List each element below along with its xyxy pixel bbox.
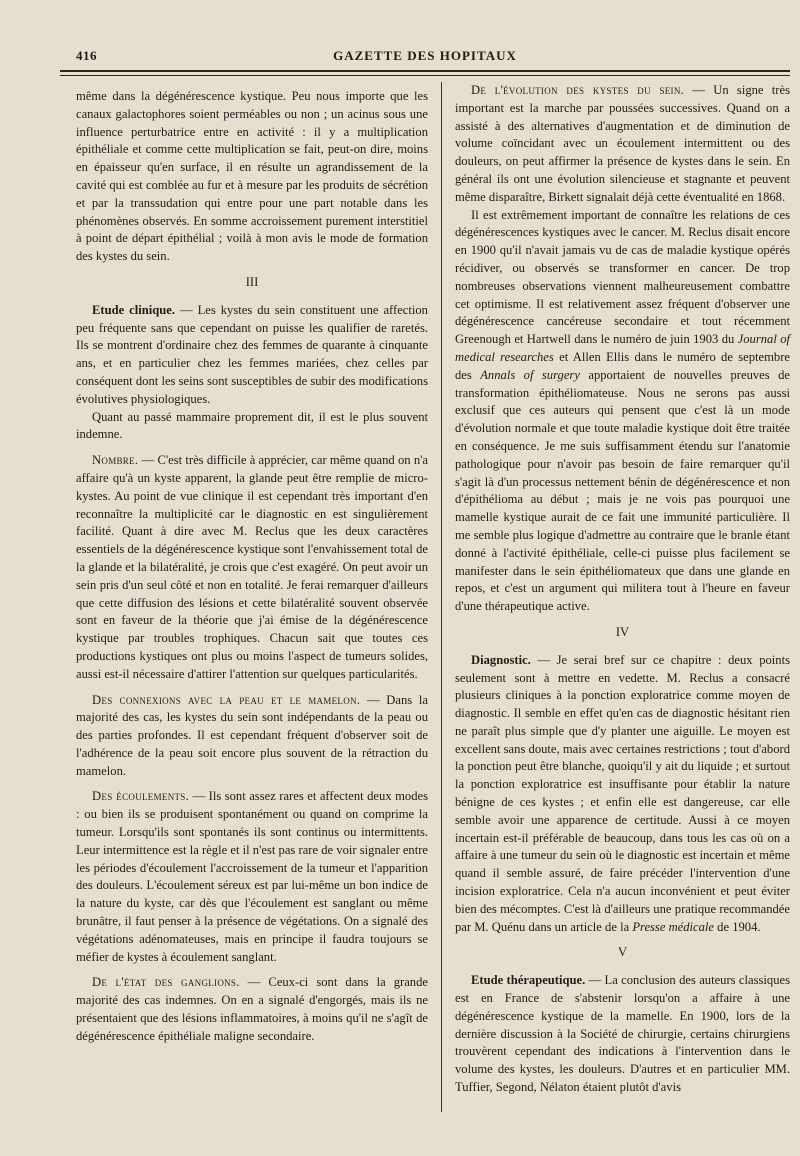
journal-citation: Journal of medical researches <box>455 332 790 364</box>
paragraph-text: et Allen Ellis dans le numéro de septembre des <box>455 349 790 382</box>
page-number: 416 <box>76 48 97 63</box>
header-rule-thin <box>60 75 790 76</box>
paragraph-text: — Ceux-ci sont dans la grande majorité des cas indemnes. On en a signalé d'engorgés, mais ils ne présentaient que des lésions inflammatoires, à moins qu'il ne s'agît de dégénérescence épithéliale maligne secondaire. <box>76 975 428 1043</box>
column-divider <box>441 82 442 1112</box>
right-column <box>455 82 790 1097</box>
subheading: De l'état des ganglions. <box>92 975 240 990</box>
paragraph <box>76 692 428 781</box>
paragraph-text: apportaient de nouvelles preuves de transformation épithéliomateuse. Nous ne serons pas aussi exclusif que ces auteurs qui pensent que c'est là un mode d'évolution normale et que toute maladie kystique doit être traitée en conséquence. Je me suis suffisamment étendu sur l'anatomie pathologique pour n'avoir pas besoin de faire remarquer qu'il s'agit là d'un processus nettement bénin de dégénérescence et non d'épithélioma au début ; mais je ne vois pas pourquoi une mamelle kystique aurait de ce fait une immunité particulière. Il me semble plus logique d'admettre au contraire que le branle étant donné à l'activité épithéliale, celle-ci puisse plus facilement se manifester dans le sein épithéliomateux que dans une glande en repos, et c'est un argument qui militera tout à l'heure en faveur d'une thérapeutique active. <box>455 367 790 614</box>
subheading: Des écoulements. <box>92 789 190 804</box>
paragraph-text: — Je serai bref sur ce chapitre : deux points seulement sont à mettre en vedette. M. Reclus a consacré plusieurs cliniques à la ponction exploratrice comme moyen de diagnostic. Il semble en effet qu'en cas de diagnostic hésitant rien ne paraît plus simple que d'y planter une aiguille. Le moyen est excellent sans doute, mais avec certaines restrictions ; tout d'abord la ponction peut être blanche, quoiqu'il y ait du liquide ; et surtout la ponction exploratrice est insuffisante pour établir la nature bénigne de ces kystes ; et enfin elle est dangereuse, car elle semble avoir une apparence de certitude. Aussi à ce moyen incertain est-il préférable de beaucoup, dans tous les cas où on a affaire à une tumeur du sein où le diagnostic est incertain et même quand il semble assuré, de faire précéder l'intervention d'une incision exploratrice. Cela n'a aucun inconvénient et peut éviter bien des mécomptes. C'est là d'ailleurs une pratique recommandée par M. Quénu dans un article de la <box>455 652 790 934</box>
journal-citation: Presse médicale <box>632 919 715 934</box>
paragraph-text: — C'est très difficile à apprécier, car même quand on n'a affaire qu'à un kyste apparent, la glande peut être remplie de micro-kystes. Au point de vue clinique il est cependant très important d'en reconnaître la multiplicité car le diagnostic en est singulièrement facilité. Quant à dire avec M. Reclus que les deux caractères essentiels de la dégénérescence kystique sont l'envahissement total de la glande et la bilatéralité, je crois que c'est exagéré. On peut avoir un sein pris d'un seul côté et non en totalité. Je ferai remarquer d'ailleurs que cette diffusion des lésions et cette bilatéralité souvent observée sont en faveur de la théorie que j'ai émise de la dégénérescence kystique par troubles trophiques. Chacun sait que toutes ces productions kystiques ont plus ou moins l'aspect de tumeurs solides, aussi est-il nécessaire d'attirer l'attention sur quelques particularités. <box>76 453 428 681</box>
paragraph-text: — Un signe très important est la marche par poussées successives. Quand on a assisté à des alternatives d'augmentation et de diminution de volume coïncidant avec un écoulement intermittent ou des douleurs, on peut affirmer la présence de kystes dans le sein. En général ils ont une évolution silencieuse et stagnante et peuvent même disparaître, Birkett signalait déjà cette éventualité en 1868. <box>455 83 790 204</box>
paragraph-text: — Dans la majorité des cas, les kystes du sein sont indépendants de la peau ou des parties profondes. Il est cependant fréquent d'observer soit de l'adhérence de la peau soit encore plus souvent de la rétraction du mamelon. <box>76 692 428 778</box>
paragraph: même dans la dégénérescence kystique. Peu nous importe que les canaux galactophores soient perméables ou non ; un acinus sous une influence perturbatrice entre en activité : il y a multiplication épithéliale et comme cette multiplication se fait, peut-on dire, moins en épaisseur qu'en surface, il en résulte un agrandissement de la cavité qui est comblée au fur et à mesure par les produits de sécrétion et par la transsudation qui entre pour une part notable dans les phénomènes observés. En somme accroissement purement interstitiel à point de départ épithélial ; voilà à mon avis le mode de formation des kystes du sein. <box>76 89 428 264</box>
left-column <box>76 88 428 1046</box>
paragraph: Quant au passé mammaire proprement dit, il est le plus souvent indemne. <box>76 409 428 442</box>
paragraph-text: Il est extrêmement important de connaître les relations de ces dégénérescences kystiques avec le cancer. M. Reclus disait encore en 1900 qu'il n'avait jamais vu de cas de maladie kystique opérés récidiver, ou observés se transformer en cancer. De trop nombreuses observations viennent malheureusement combattre cet optimisme. Il est relativement assez fréquent d'observer une dégénérescence cancéreuse secondaire et tout récemment Greenough et Hartwell dans le numéro de juin 1903 du <box>455 207 790 347</box>
section-heading-V: V <box>617 945 628 960</box>
subheading: Etude thérapeutique. <box>471 973 586 988</box>
paragraph-text: — La conclusion des auteurs classiques est en France de s'abstenir lorsqu'on a affaire à une dégénérescence kystique de la mamelle. En 1900, lors de la dernière discussion à la Société de chirurgie, certains chirurgiens trouvèrent cependant des indications à l'intervention dans le volume des kystes, les douleurs. D'autres et en particulier MM. Tuffier, Segond, Nélaton étaient plutôt d'avis <box>455 973 790 1095</box>
paragraph-text: — Ils sont assez rares et affectent deux modes : ou bien ils se produisent spontanément ou quand on comprime la tumeur. Lorsqu'ils sont spontanés ils sont continus ou intermittents. Leur intermittence est la règle et il n'est pas rare de voir signaler entre les périodes d'écoulement l'accroissement de la tumeur et l'apparition des douleurs. L'écoulement séreux est par lui-même un bon indice de la nature du kyste, car dès que l'écoulement est sanglant ou même brunâtre, il faut penser à la présence de végétations. On a signalé des végétations adénomateuses, mais en principe il faudra toujours se méfier de kystes à écoulement sanglant. <box>76 789 428 964</box>
paragraph <box>455 207 790 616</box>
paragraph <box>76 452 428 683</box>
subheading: Nombre. <box>92 453 139 468</box>
paragraph <box>455 652 790 937</box>
paragraph-text: de 1904. <box>714 919 761 934</box>
paragraph <box>455 972 790 1097</box>
section-heading-IV: IV <box>615 624 630 639</box>
section-heading-III: III <box>245 274 259 289</box>
subheading: Etude clinique. <box>92 302 176 317</box>
paragraph <box>76 302 428 409</box>
paragraph <box>76 788 428 966</box>
subheading: Des connexions avec la peau et le mamelon. <box>92 692 361 707</box>
journal-citation: Annals of surgery <box>480 367 580 382</box>
subheading: Diagnostic. <box>471 652 531 667</box>
header-rule <box>60 70 790 73</box>
paragraph-text: — Les kystes du sein constituent une affection peu fréquente sans que cependant on puisse les qualifier de raretés. Ils se montrent d'ordinaire chez des femmes de quarante à cinquante ans, et en particulier chez les femmes mariées, chez celles par conséquent dont les seins sont susceptibles de subir des modifications évolutives physiologiques. <box>76 302 428 406</box>
paragraph <box>455 82 790 207</box>
paragraph <box>76 974 428 1045</box>
subheading: De l'évolution des kystes du sein. <box>471 83 685 97</box>
page-header <box>60 44 790 70</box>
journal-title: GAZETTE DES HOPITAUX <box>333 48 517 63</box>
